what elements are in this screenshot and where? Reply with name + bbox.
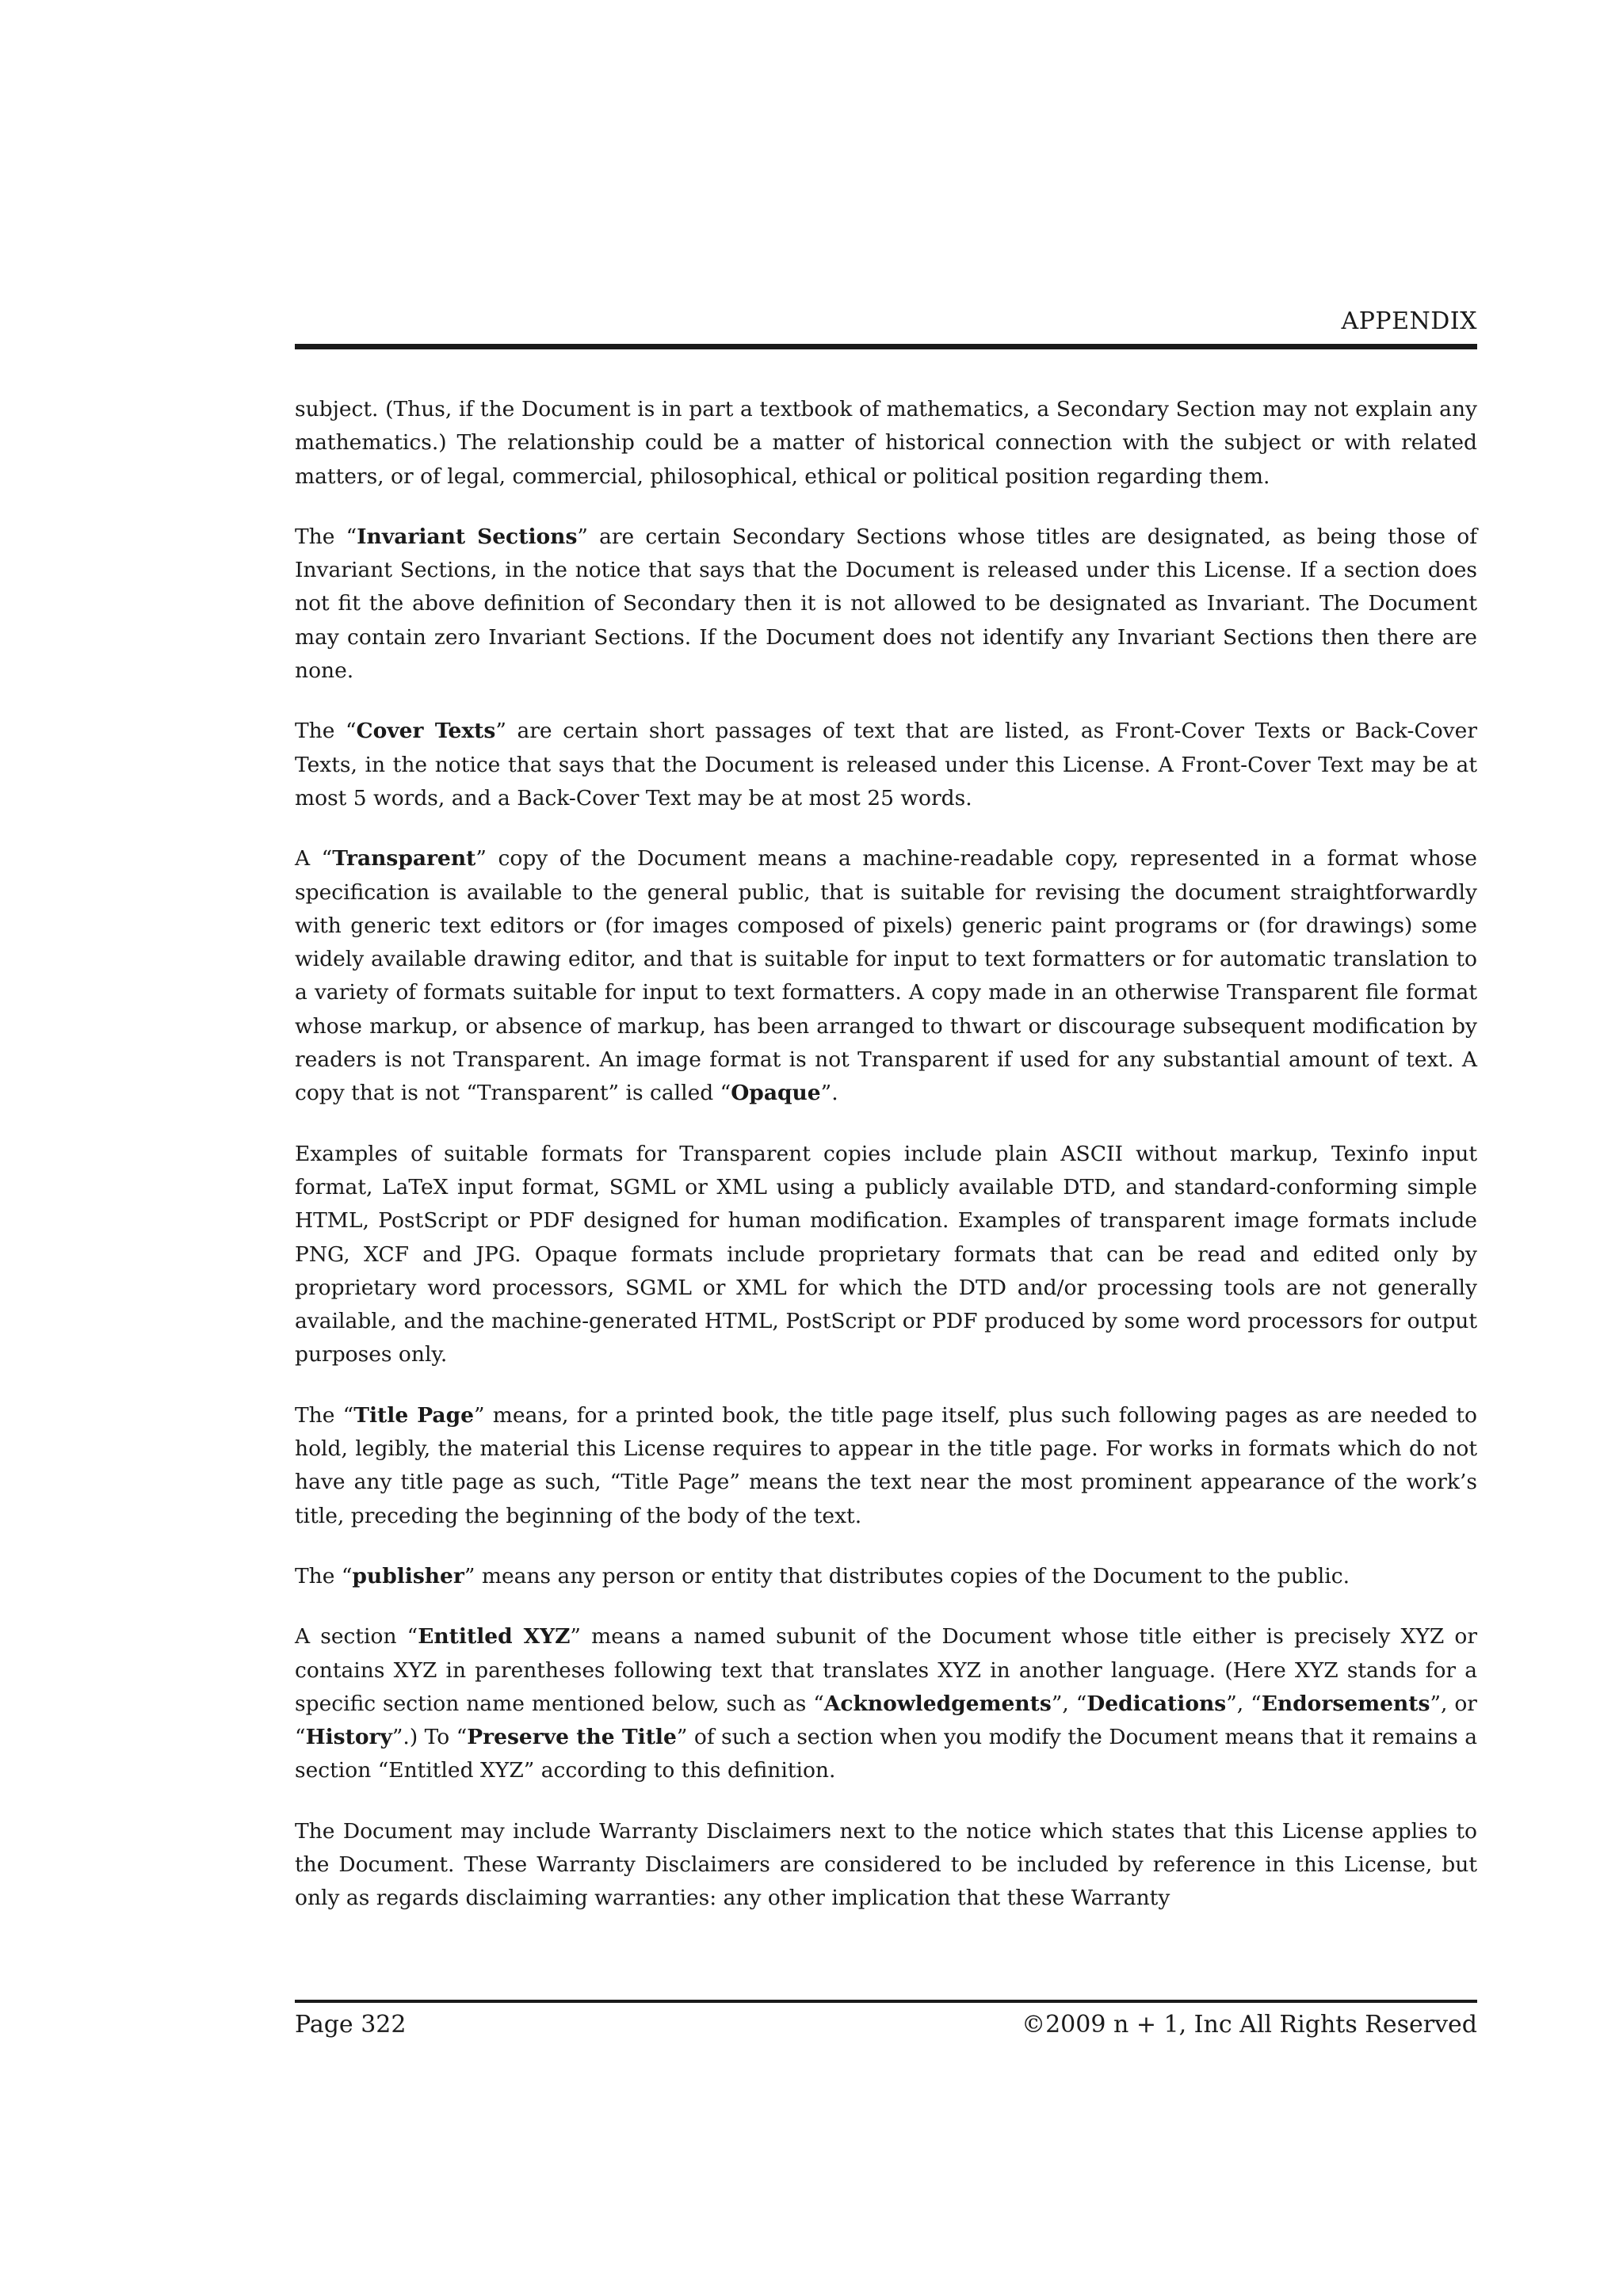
- running-header: APPENDIX: [1341, 307, 1477, 335]
- defined-term: Preserve the Title: [467, 1725, 677, 1750]
- paragraph: [295, 521, 1477, 688]
- defined-term: Invariant Sections: [357, 524, 578, 549]
- text-run: ”.: [820, 1081, 838, 1106]
- defined-term: Entitled XYZ: [418, 1624, 571, 1650]
- text-run: The “: [295, 1402, 354, 1428]
- text-run: subject. (Thus, if the Document is in part a textbook of mathematics, a Secondary Section may not explain any mathematics.) The relationship could be a matter of historical connection with the subject or with related matters, or of legal, commercial, philosophical, ethical or political position regarding them.: [295, 397, 1477, 489]
- text-run: ” copy of the Document means a machine-readable copy, represented in a format whose specification is available to the general public, that is suitable for revising the document straightforwardly with generic text editors or (for images composed of pixels) generic paint programs or (for drawings) some widely available drawing editor, and that is suitable for input to text formatters or for automatic translation to a variety of formats suitable for input to text formatters. A copy made in an otherwise Transparent file format whose markup, or absence of markup, has been arranged to thwart or discourage subsequent modification by readers is not Transparent. An image format is not Transparent if used for any substantial amount of text. A copy that is not “Transparent” is called “: [295, 846, 1477, 1106]
- text-run: ”, “: [1226, 1691, 1262, 1716]
- text-run: A “: [295, 846, 333, 871]
- text-run: The “: [295, 719, 357, 744]
- text-run: ” are certain Secondary Sections whose titles are designated, as being those of Invariant Sections, in the notice that says that the Document is released under this License. If a section does not fit the above definition of Secondary then it is not allowed to be designated as Invariant. The Document may contain zero Invariant Sections. If the Document does not identify any Invariant Sections then there are none.: [295, 524, 1477, 684]
- text-run: Examples of suitable formats for Transparent copies include plain ASCII without markup, Texinfo input format, LaTeX input format, SGML or XML using a publicly available DTD, and standard-conforming simple HTML, PostScript or PDF designed for human modification. Examples of transparent image formats include PNG, XCF and JPG. Opaque formats include proprietary formats that can be read and edited only by proprietary word processors, SGML or XML for which the DTD and/or processing tools are not generally available, and the machine-generated HTML, PostScript or PDF produced by some word processors for output purposes only.: [295, 1141, 1477, 1367]
- text-run: ” of such a section when you modify the Document means that it remains a section “Entitled XYZ” according to this definition.: [295, 1725, 1478, 1783]
- defined-term: publisher: [352, 1563, 464, 1589]
- text-run: ” means any person or entity that distributes copies of the Document to the public.: [464, 1563, 1350, 1589]
- copyright-notice: ©2009 n + 1, Inc All Rights Reserved: [1022, 2011, 1477, 2039]
- paragraph: [295, 1560, 1477, 1593]
- text-run: ”.) To “: [391, 1725, 468, 1750]
- text-run: The “: [295, 1563, 353, 1589]
- text-run: ”, “: [1051, 1691, 1087, 1716]
- document-page: [295, 0, 1477, 2296]
- footer-rule: [295, 2000, 1477, 2003]
- defined-term: Title Page: [353, 1402, 474, 1428]
- page-number: Page 322: [295, 2011, 407, 2039]
- paragraph: [295, 1138, 1477, 1372]
- defined-term: History: [305, 1725, 392, 1750]
- paragraph: [295, 1815, 1477, 1916]
- text-run: ” are certain short passages of text that are listed, as Front-Cover Texts or Back-Cover Texts, in the notice that says that the Document is released under this License. A Front-Cover Text may be at most 5 words, and a Back-Cover Text may be at most 25 words.: [295, 719, 1477, 810]
- defined-term: Dedications: [1086, 1691, 1227, 1716]
- defined-term: Acknowledgements: [823, 1691, 1052, 1716]
- defined-term: Cover Texts: [356, 719, 496, 744]
- defined-term: Endorsements: [1261, 1691, 1430, 1716]
- header-rule: [295, 344, 1477, 349]
- text-run: ”, or “: [295, 1691, 1477, 1750]
- paragraph: [295, 1620, 1477, 1787]
- paragraph: [295, 1399, 1477, 1533]
- text-run: ” means a named subunit of the Document whose title either is precisely XYZ or contains XYZ in parentheses following text that translates XYZ in another language. (Here XYZ stands for a specific section name mentioned below, such as “: [295, 1624, 1477, 1716]
- text-run: The Document may include Warranty Disclaimers next to the notice which states that this License applies to the Document. These Warranty Disclaimers are considered to be included by reference in this License, but only as regards disclaiming warranties: any other implication that these Warranty: [295, 1818, 1477, 1911]
- defined-term: Transparent: [332, 846, 476, 871]
- defined-term: Opaque: [731, 1081, 821, 1106]
- text-run: The “: [295, 524, 357, 549]
- text-run: ” means, for a printed book, the title page itself, plus such following pages as are needed to hold, legibly, the material this License requires to appear in the title page. For works in formats which do not have any title page as such, “Title Page” means the text near the most prominent appearance of the work’s title, preceding the beginning of the body of the text.: [295, 1402, 1477, 1528]
- text-run: A section “: [295, 1624, 418, 1650]
- paragraph: [295, 393, 1477, 494]
- body-text: [295, 393, 1477, 1943]
- paragraph: [295, 842, 1477, 1110]
- paragraph: [295, 715, 1477, 815]
